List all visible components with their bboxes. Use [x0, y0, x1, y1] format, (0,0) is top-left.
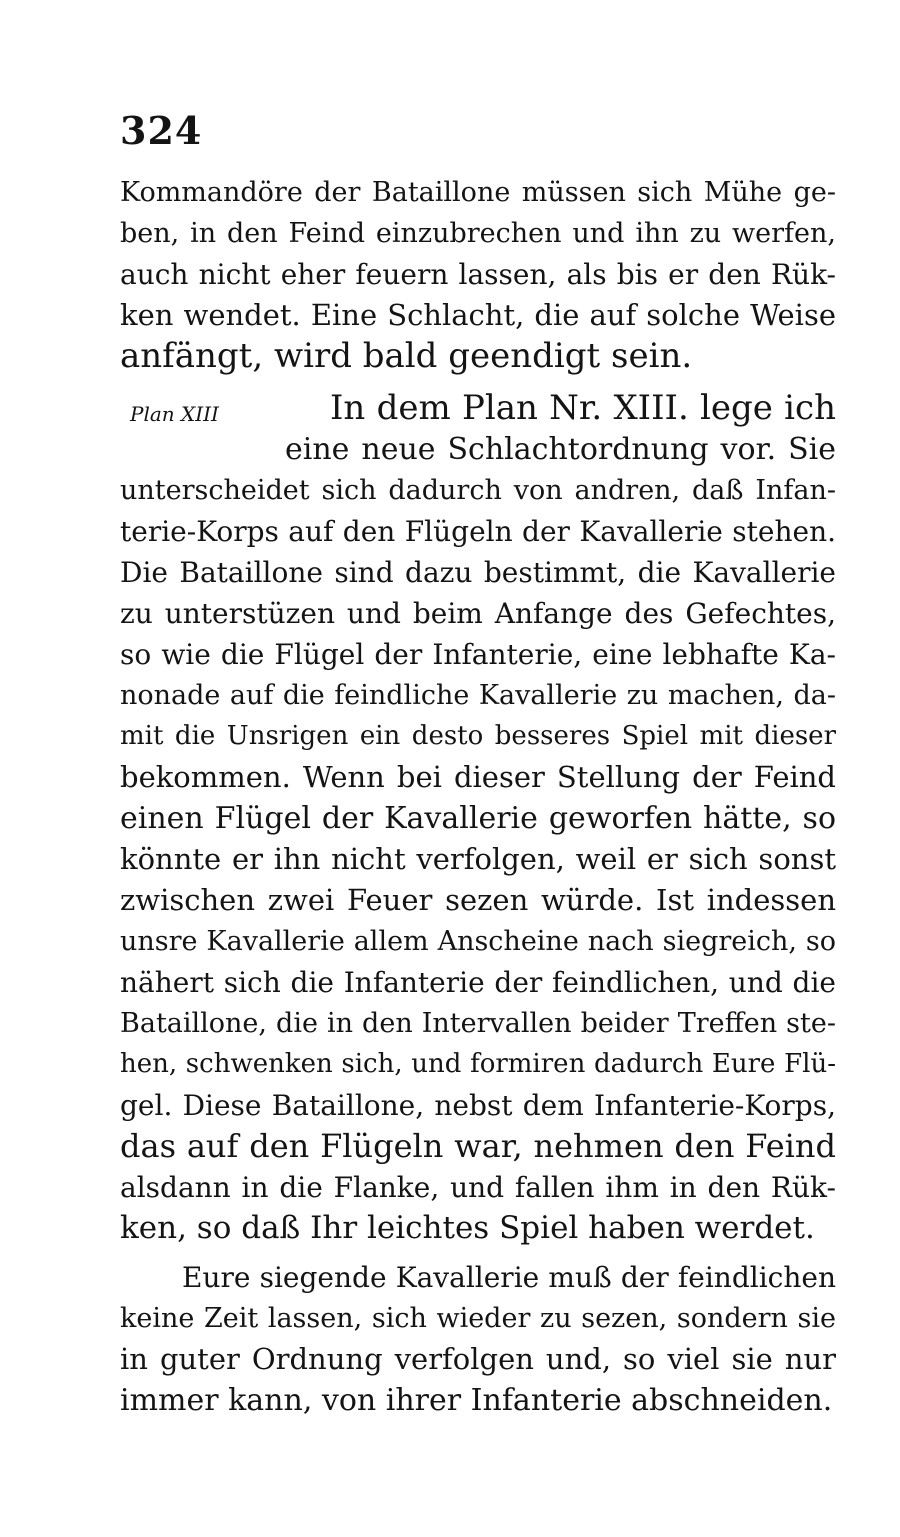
text-line: ken, so daß Ihr leichtes Spiel haben werdet.	[120, 1210, 815, 1246]
text-line: terie-Korps auf den Flügeln der Kavallerie stehen.	[120, 515, 836, 548]
text-line: zu unterstüzen und beim Anfange des Gefechtes,	[120, 597, 836, 630]
text-line: auch nicht eher feuern lassen, als bis er den Rük-	[120, 258, 836, 291]
text-line: so wie die Flügel der Infanterie, eine lebhafte Ka-	[120, 638, 836, 671]
text-line: nähert sich die Infanterie der feindlichen, und die	[120, 966, 836, 999]
paragraph-3	[120, 1257, 836, 1421]
text-line: gel. Diese Bataillone, nebst dem Infanterie-Korps,	[120, 1089, 836, 1122]
text-line: Bataillone, die in den Intervallen beider Treffen ste-	[120, 1008, 836, 1039]
text-line: Kommandöre der Bataillone müssen sich Mühe ge-	[120, 177, 836, 208]
text-line: unsre Kavallerie allem Anscheine nach siegreich, so	[120, 926, 836, 957]
text-line: In dem Plan Nr. XIII. lege ich	[330, 388, 836, 428]
text-line: Eure siegende Kavallerie muß der feindlichen	[182, 1261, 836, 1294]
text-line: zwischen zwei Feuer sezen würde. Ist indessen	[120, 883, 836, 917]
text-line: könnte er ihn nicht verfolgen, weil er sich sonst	[120, 842, 836, 876]
text-line: das auf den Flügeln war, nehmen den Feind	[120, 1127, 836, 1165]
text-line: ben, in den Feind einzubrechen und ihn zu werfen,	[120, 218, 836, 249]
text-line: nonade auf die feindliche Kavallerie zu machen, da-	[120, 680, 836, 711]
text-line: einen Flügel der Kavallerie geworfen hätte, so	[120, 801, 836, 836]
text-line: Die Bataillone sind dazu bestimmt, die Kavallerie	[120, 556, 836, 589]
text-line: anfängt, wird bald geendigt sein.	[120, 336, 693, 376]
text-line: keine Zeit lassen, sich wieder zu sezen, sondern sie	[120, 1303, 836, 1334]
paragraph-1	[120, 172, 836, 377]
page-number: 324	[120, 108, 203, 153]
text-line: eine neue Schlachtordnung vor. Sie	[285, 432, 836, 467]
paragraph-2	[120, 388, 836, 1249]
text-line: ken wendet. Eine Schlacht, die auf solche Weise	[120, 298, 836, 332]
margin-note: Plan XIII	[130, 402, 219, 426]
text-line: immer kann, von ihrer Infanterie abschneiden.	[120, 1383, 833, 1418]
text-line: bekommen. Wenn bei dieser Stellung der Feind	[120, 760, 836, 794]
text-line: alsdann in die Flanke, und fallen ihm in den Rük-	[120, 1171, 836, 1204]
text-line: in guter Ordnung verfolgen und, so viel sie nur	[120, 1342, 836, 1376]
text-line: mit die Unsrigen ein desto besseres Spiel mit dieser	[120, 721, 836, 751]
text-line: hen, schwenken sich, und formiren dadurch Eure Flü-	[120, 1049, 836, 1079]
text-line: unterscheidet sich dadurch von andren, daß Infan-	[120, 475, 836, 506]
